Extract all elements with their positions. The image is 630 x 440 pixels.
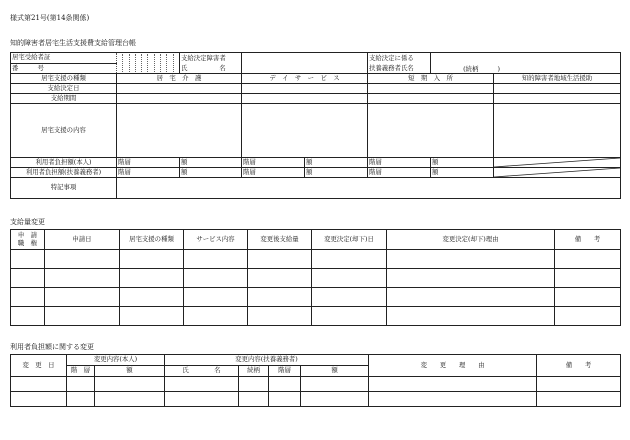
support-family-label: 支給決定に係る [368,53,431,64]
cell[interactable] [368,104,494,158]
recipient-no-field[interactable] [117,53,180,74]
cell[interactable] [242,104,368,158]
level-label: 階層 [117,158,180,168]
amount-label: 額 [431,168,494,178]
level-label: 階層 [242,168,305,178]
col-service: サービス内容 [184,230,248,250]
cell[interactable] [117,94,242,104]
burden-section-title: 利用者負担額に関する変更 [10,343,94,351]
change-table [10,229,621,326]
row-period: 支給期間 [11,94,117,104]
ledger-table [10,52,621,199]
level-label: 階層 [368,168,431,178]
col-home-care: 居 宅 介 護 [117,74,242,84]
col-self-group: 変更内容(本人) [67,355,165,366]
burden-table [10,354,621,407]
col-change-date: 変 更 日 [11,355,67,377]
table-row[interactable] [11,307,621,326]
row-decision-date: 支給決定日 [11,84,117,94]
table-row[interactable] [11,288,621,307]
relation-text: (続柄 ) [463,64,501,73]
col-request-date: 申請日 [45,230,120,250]
col-reason: 変 更 理 由 [369,355,537,377]
cell[interactable] [368,84,494,94]
col-remarks: 備 考 [537,355,621,377]
col-family-relation: 続柄 [239,366,269,377]
decision-person-label-2: 氏 名 [180,64,242,74]
diagonal-line [494,158,620,167]
notes-field[interactable] [117,178,621,199]
row-burden-self: 利用者負担額(本人) [11,158,117,168]
col-remarks: 備 考 [555,230,621,250]
table-row[interactable] [11,392,621,407]
crossed-cell [494,168,621,178]
decision-person-label: 支給決定障害者 [180,53,242,64]
cell[interactable] [242,94,368,104]
level-label: 階層 [242,158,305,168]
level-label: 階層 [117,168,180,178]
table-row[interactable] [11,377,621,392]
cell[interactable] [494,94,621,104]
table-row[interactable] [11,269,621,288]
col-self-amount: 額 [95,366,165,377]
cell[interactable] [494,104,621,158]
cell[interactable] [494,84,621,94]
support-family-field[interactable] [431,53,621,74]
cell[interactable] [117,104,242,158]
ledger-title: 知的障害者居宅生活支援費支給管理台帳 [10,39,136,47]
col-self-level: 階 層 [67,366,95,377]
col-day-service: デ イ サ ー ビ ス [242,74,368,84]
row-notes: 特記事項 [11,178,117,199]
support-family-label-2: 扶養義務者氏名 [368,64,431,74]
cell[interactable] [242,84,368,94]
decision-person-field[interactable] [242,53,368,74]
form-number: 様式第21号(第14条関係) [10,14,90,22]
recipient-no-label: 居宅受給者証 [11,53,117,64]
col-family-level: 階層 [269,366,301,377]
table-row[interactable] [11,250,621,269]
amount-label: 額 [305,158,368,168]
amount-label: 額 [431,158,494,168]
row-burden-family: 利用者負担額(扶養義務者) [11,168,117,178]
col-after-amount: 変更後支給量 [248,230,312,250]
recipient-no-label-2: 番 号 [11,64,117,74]
amount-label: 額 [305,168,368,178]
col-family-amount: 額 [301,366,369,377]
amount-label: 額 [180,158,242,168]
col-reason: 変更決定(却下)理由 [387,230,555,250]
col-group-home: 知的障害者地域生活援助 [494,74,621,84]
col-family-name: 氏 名 [165,366,239,377]
row-content: 居宅支援の内容 [11,104,117,158]
crossed-cell [494,158,621,168]
col-support-type: 居宅支援の種類 [120,230,184,250]
col-support-type: 居宅支援の種類 [11,74,117,84]
col-request-type: 申 請 職 権 [11,230,45,250]
diagonal-line [494,168,620,177]
amount-label: 額 [180,168,242,178]
col-short-stay: 短 期 入 所 [368,74,494,84]
change-section-title: 支給量変更 [10,218,45,226]
col-family-group: 変更内容(扶養義務者) [165,355,369,366]
cell[interactable] [368,94,494,104]
col-decision-date: 変更決定(却下)日 [312,230,387,250]
level-label: 階層 [368,158,431,168]
cell[interactable] [117,84,242,94]
